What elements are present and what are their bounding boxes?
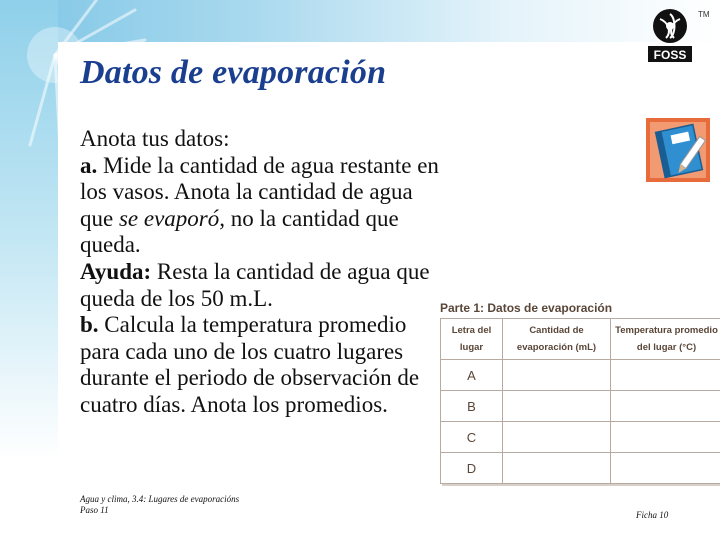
logo-text: FOSS <box>653 48 687 62</box>
trademark-mark: TM <box>698 10 710 19</box>
step-b-text: Calcula la temperatura promedio para cada uno de los cuatro lugares durante el periodo de observación de cuatro días. Anota los promedios. <box>80 312 420 417</box>
evaporation-cell[interactable] <box>503 453 611 484</box>
table-row <box>441 453 720 484</box>
table-header-row <box>441 319 720 360</box>
instruction-intro: Anota tus datos: <box>80 126 230 151</box>
evaporation-data-table <box>440 318 720 484</box>
site-letter-cell: C <box>441 422 503 453</box>
header-evaporation-amount: Cantidad de evaporación (mL) <box>503 319 611 360</box>
temperature-cell[interactable] <box>611 360 720 391</box>
table-row <box>441 391 720 422</box>
temperature-cell[interactable] <box>611 391 720 422</box>
footer-source <box>80 494 239 516</box>
page-title: Datos de evaporación <box>80 54 387 91</box>
step-a-label: a. <box>80 152 98 178</box>
footer-source-title: Agua y clima, 3.4: Lugares de evaporacións <box>80 494 240 504</box>
foss-sun-icon <box>653 9 687 43</box>
site-letter-cell: A <box>441 360 503 391</box>
instruction-a <box>80 153 445 259</box>
instructions <box>80 126 445 419</box>
temperature-cell[interactable] <box>611 422 720 453</box>
table-title: Parte 1: Datos de evaporación <box>440 301 613 315</box>
step-a-text-end: no la cantidad que queda. <box>80 205 399 258</box>
evaporation-cell[interactable] <box>503 360 611 391</box>
step-a-text: Mide la cantidad de agua restante en los vasos. Anota la cantidad de agua que <box>80 152 439 231</box>
table-row <box>441 360 720 391</box>
footer-step: Paso 11 <box>80 505 109 515</box>
evaporation-cell[interactable] <box>503 391 611 422</box>
evaporation-cell[interactable] <box>503 422 611 453</box>
table-row <box>441 422 720 453</box>
notebook-pencil-icon <box>646 118 710 182</box>
site-letter-cell: D <box>441 453 503 484</box>
step-b-label: b. <box>80 312 99 338</box>
instruction-b <box>80 312 445 418</box>
instruction-hint <box>80 259 445 312</box>
temperature-cell[interactable] <box>611 453 720 484</box>
evaporation-table-section <box>440 300 720 484</box>
step-a-emphasis: se evaporó, <box>118 205 225 231</box>
header-average-temperature: Temperatura promedio del lugar (°C) <box>611 319 720 360</box>
foss-logo <box>646 6 694 64</box>
footer-sheet-number: Ficha 10 <box>636 510 669 520</box>
site-letter-cell: B <box>441 391 503 422</box>
hint-label: Ayuda: <box>80 258 152 284</box>
hint-text: Resta la cantidad de agua que queda de los 50 m.L. <box>80 258 430 311</box>
header-site-letter: Letra del lugar <box>441 319 503 360</box>
